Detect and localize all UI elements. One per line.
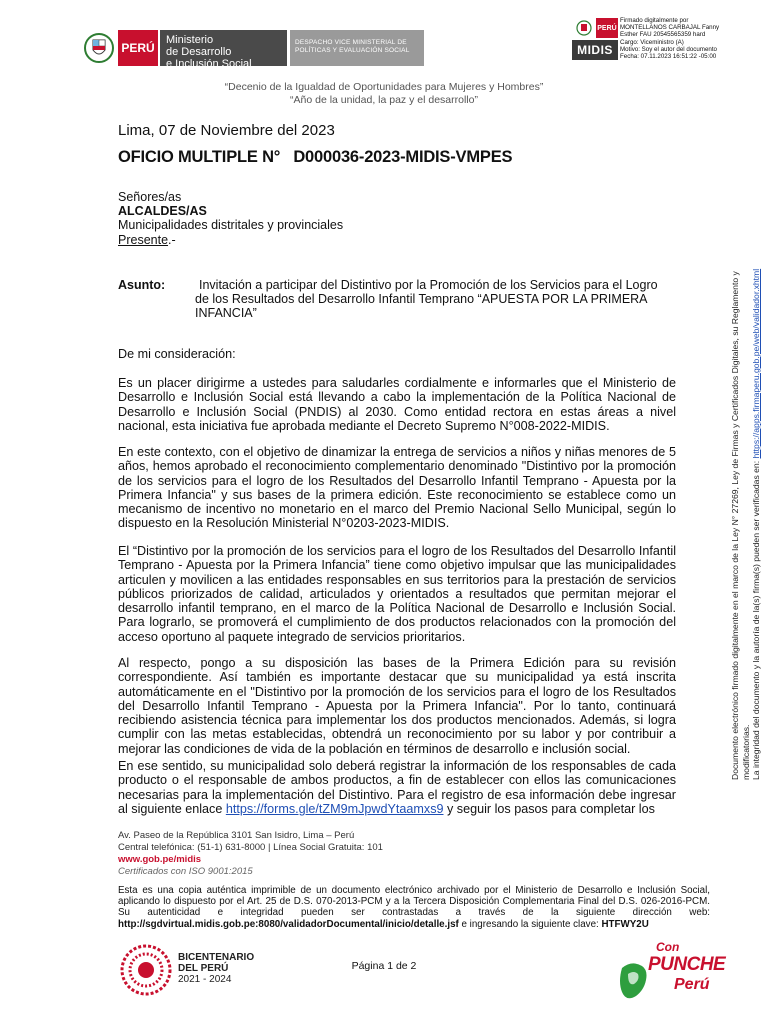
document-number: OFICIO MULTIPLE N° D000036-2023-MIDIS-VMPES bbox=[118, 148, 513, 166]
recipient-entity: Municipalidades distritales y provinciales bbox=[118, 218, 344, 232]
ministry-line: Ministerio bbox=[166, 34, 214, 46]
despacho-line: POLÍTICAS Y EVALUACIÓN SOCIAL bbox=[295, 47, 410, 54]
con-punche-peru-logo bbox=[614, 940, 726, 1010]
signature-line: Esther FAU 20545565359 hard bbox=[620, 31, 706, 39]
presente-suffix: .- bbox=[168, 233, 176, 247]
punche-line: PUNCHE bbox=[648, 954, 726, 975]
signature-peru-logo: PERÚ bbox=[596, 18, 618, 38]
page-number: Página 1 de 2 bbox=[351, 960, 417, 972]
despacho-label bbox=[290, 30, 424, 66]
signature-crest-icon bbox=[576, 18, 592, 38]
digital-signature-text bbox=[620, 17, 750, 60]
authenticity-notice bbox=[118, 885, 710, 930]
signature-midis-logo: MIDIS bbox=[572, 40, 618, 60]
footer-phone: Central telefónica: (51-1) 631-8000 | Línea Social Gratuita: 101 bbox=[118, 842, 383, 853]
ministry-logo bbox=[160, 30, 287, 70]
presente-line bbox=[118, 233, 176, 248]
punche-line: Con bbox=[656, 940, 680, 954]
footer-address: Av. Paseo de la República 3101 San Isidro, Lima – Perú bbox=[118, 830, 355, 841]
recipient-salutation: Señores/as bbox=[118, 190, 182, 204]
letter-date: Lima, 07 de Noviembre del 2023 bbox=[118, 122, 335, 139]
signature-line: Motivo: Soy el autor del documento bbox=[620, 45, 717, 53]
paragraph-5 bbox=[118, 759, 676, 816]
coat-of-arms-icon bbox=[84, 30, 114, 66]
subject-line: INFANCIA” bbox=[195, 306, 257, 320]
despacho-line: DESPACHO VICE MINISTERIAL DE bbox=[295, 39, 407, 46]
presente-text: Presente bbox=[118, 233, 169, 247]
footer-iso: Certificados con ISO 9001:2015 bbox=[118, 866, 253, 877]
side-note-line-2 bbox=[751, 240, 762, 780]
subject-line: de los Resultados del Desarrollo Infantil Temprano “APUESTA POR LA PRIMERA bbox=[195, 292, 648, 306]
paragraph-5-text: En ese sentido, su municipalidad solo deberá registrar la información de los responsables de cada producto o el responsable de ambos productos, a fin de establecer con ellos las comunicaciones necesarias para la implementación del Distintivo. Para el registro de esa información debe ingresar al siguiente enlace bbox=[118, 759, 676, 816]
validator-url[interactable]: http://sgdvirtual.midis.gob.pe:8080/validadorDocumental/inicio/detalle.jsf bbox=[118, 918, 459, 930]
recipient-title: ALCALDES/AS bbox=[118, 204, 207, 218]
subject-label: Asunto: bbox=[118, 278, 166, 292]
digital-signature-side-note bbox=[730, 240, 760, 780]
signature-line: Fecha: 07.11.2023 16:51:22 -05:00 bbox=[620, 53, 717, 61]
signature-line: Firmado digitalmente por bbox=[620, 17, 689, 24]
bicentenario-line: 2021 - 2024 bbox=[178, 974, 232, 985]
bicentenario-line: BICENTENARIO bbox=[178, 952, 255, 963]
paragraph-3: El “Distintivo por la promoción de los servicios para el logro de los Resultados del Desarrollo Infantil Temprano - Apuesta por la Primera Infancia” tiene como objetivo impulsar que las municipalidades articulen y movilicen a las entidades responsables en sus territorios para la prestación de servicios públicos priorizados de calidad, articulados y orientados a resultados que permitan mejorar el desarrollo infantil temprano, en el marco de la Política Nacional de Desarrollo e Inclusión Social. Para lograrlo, se promoverá el cumplimiento de dos productos relacionados con la promoción del acceso oportuno al paquete integrado de servicios prioritarios. bbox=[118, 544, 676, 644]
side-note-text: La integridad del documento y la autoría de la(s) firma(s) pueden ser verificadas en: bbox=[751, 458, 761, 780]
authenticity-text: Esta es una copia auténtica imprimible de un documento electrónico archivado por el Ministerio de Desarrollo e Inclusión Social, aplicando lo dispuesto por el Art. 25 de D.S. 070-2013-PCM y a la Tercera Disposición Complementaria Final del D.S. 026-2016-PCM. Su autenticidad e integridad pueden ser contrastadas a través de la siguiente dirección web: bbox=[118, 885, 710, 919]
authenticity-mid: e ingresando la siguiente clave: bbox=[458, 918, 602, 930]
signature-line: MONTELLANOS CARBAJAL Fanny bbox=[620, 24, 720, 32]
year-motto: “Año de la unidad, la paz y el desarrollo” bbox=[290, 94, 478, 106]
decenio-motto: “Decenio de la Igualdad de Oportunidades para Mujeres y Hombres” bbox=[224, 81, 544, 93]
side-note-line-1: Documento electrónico firmado digitalmente en el marco de la Ley N° 27269, Ley de Firmas y Certificados Digitales, su Reglamento y modificatorias. bbox=[730, 271, 751, 780]
bicentenario-line: DEL PERÚ bbox=[178, 963, 229, 974]
paragraph-1: Es un placer dirigirme a ustedes para saludarles cordialmente e informarles que el Ministerio de Desarrollo e Inclusión Social está llevando a cabo la implementación de la Política Nacional de Desarrollo e Inclusión Social (PNDIS) al 2030. Como entidad rectora en estas áreas a nivel nacional, esta iniciativa fue aprobada mediante el Decreto Supremo N°008-2022-MIDIS. bbox=[118, 376, 676, 433]
greeting: De mi consideración: bbox=[118, 347, 236, 361]
paragraph-5-tail: y seguir los pasos para completar los bbox=[443, 801, 655, 816]
firmaperu-validator-link[interactable]: https://apps.firmaperu.gob.pe/web/validador.xhtml bbox=[751, 268, 761, 459]
signature-line: Cargo: Viceministro (A) bbox=[620, 38, 684, 46]
footer-web-link[interactable]: www.gob.pe/midis bbox=[118, 854, 202, 865]
punche-line: Perú bbox=[674, 976, 710, 993]
paragraph-2: En este contexto, con el objetivo de dinamizar la entrega de servicios a niños y niñas menores de 5 años, hemos aprobado el reconocimiento complementario denominado "Distintivo por la promoción de los servicios para el logro de los Resultados del Desarrollo Infantil Temprano - Apuesta por la Primera Infancia" y sus bases de la primera edición. Este reconocimiento se establece como un mecanismo de incentivo no monetario en el marco del Premio Nacional Sello Municipal, según lo dispuesto en la Resolución Ministerial N°0203-2023-MIDIS. bbox=[118, 445, 676, 531]
ministry-line: e Inclusión Social bbox=[166, 58, 252, 70]
peru-logo: PERÚ bbox=[118, 30, 158, 66]
subject-text bbox=[195, 278, 675, 320]
ministry-line: de Desarrollo bbox=[166, 46, 232, 58]
paragraph-4: Al respecto, pongo a su disposición las bases de la Primera Edición para su revisión correspondiente. Así también es importante destacar que su municipalidad ya está inscrita automáticamente en el "Distintivo por la promoción de los servicios para el logro de los Resultados del Desarrollo Infantil Temprano - Apuesta por la Primera Infancia". Por lo tanto, continuará recibiendo asistencia técnica para implementar los dos productos mencionados. Además, si logra cumplir con las metas establecidas, obtendrá un reconocimiento por su labor y por contribuir a mejorar las condiciones de vida de la población en términos de desarrollo e inclusión social. bbox=[118, 656, 676, 756]
subject-line: Invitación a participar del Distintivo por la Promoción de los Servicios para el Logro bbox=[199, 278, 658, 292]
registration-form-link[interactable]: https://forms.gle/tZM9mJpwdYtaamxs9 bbox=[225, 801, 444, 816]
validation-key: HTFWY2U bbox=[601, 918, 649, 930]
